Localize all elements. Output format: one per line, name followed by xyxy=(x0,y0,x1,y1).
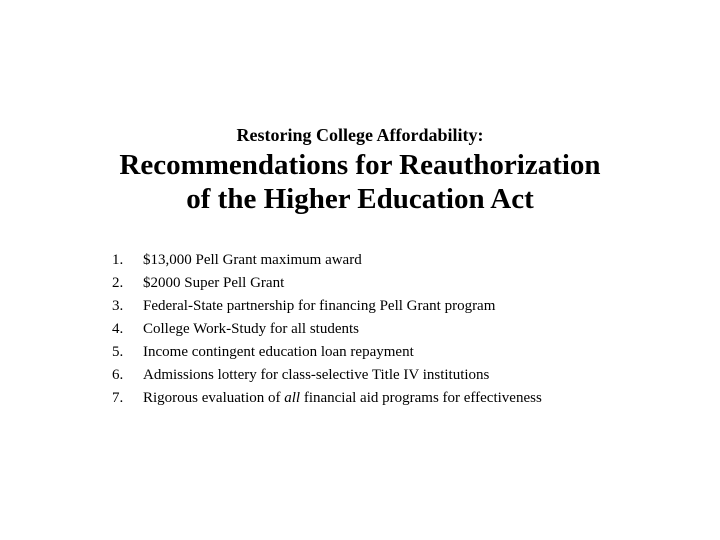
list-item-text: Admissions lottery for class-selective Title IV institutions xyxy=(143,367,490,383)
list-item-text xyxy=(143,387,542,410)
list-item-number: 1. xyxy=(112,252,124,268)
list-item-number: 5. xyxy=(112,344,124,360)
list-item-number: 6. xyxy=(112,367,124,383)
list-item xyxy=(112,295,542,318)
slide-subtitle: Restoring College Affordability: xyxy=(236,125,484,145)
recommendations-list xyxy=(112,249,542,410)
slide-title-line-1: Recommendations for Reauthorization xyxy=(119,149,601,181)
list-item-text: $2000 Super Pell Grant xyxy=(143,275,285,291)
list-item-text: College Work-Study for all students xyxy=(143,321,359,337)
list-item-number: 2. xyxy=(112,275,124,291)
list-item xyxy=(112,272,542,295)
list-item xyxy=(112,364,542,387)
list-item-text: Income contingent education loan repayment xyxy=(143,344,414,360)
list-item-number: 7. xyxy=(112,390,124,406)
list-item-text-after: financial aid programs for effectiveness xyxy=(300,390,542,406)
list-item-text-before: Rigorous evaluation of xyxy=(143,390,285,406)
list-item-number: 4. xyxy=(112,321,124,337)
list-item xyxy=(112,387,542,410)
slide-title-line-2: of the Higher Education Act xyxy=(186,183,534,215)
slide-title xyxy=(0,148,720,216)
list-item xyxy=(112,249,542,272)
list-item xyxy=(112,341,542,364)
list-item-text: $13,000 Pell Grant maximum award xyxy=(143,252,362,268)
list-item-number: 3. xyxy=(112,298,124,314)
list-item xyxy=(112,318,542,341)
list-item-text-emphasis: all xyxy=(284,390,301,406)
list-item-text: Federal-State partnership for financing Pell Grant program xyxy=(143,298,496,314)
